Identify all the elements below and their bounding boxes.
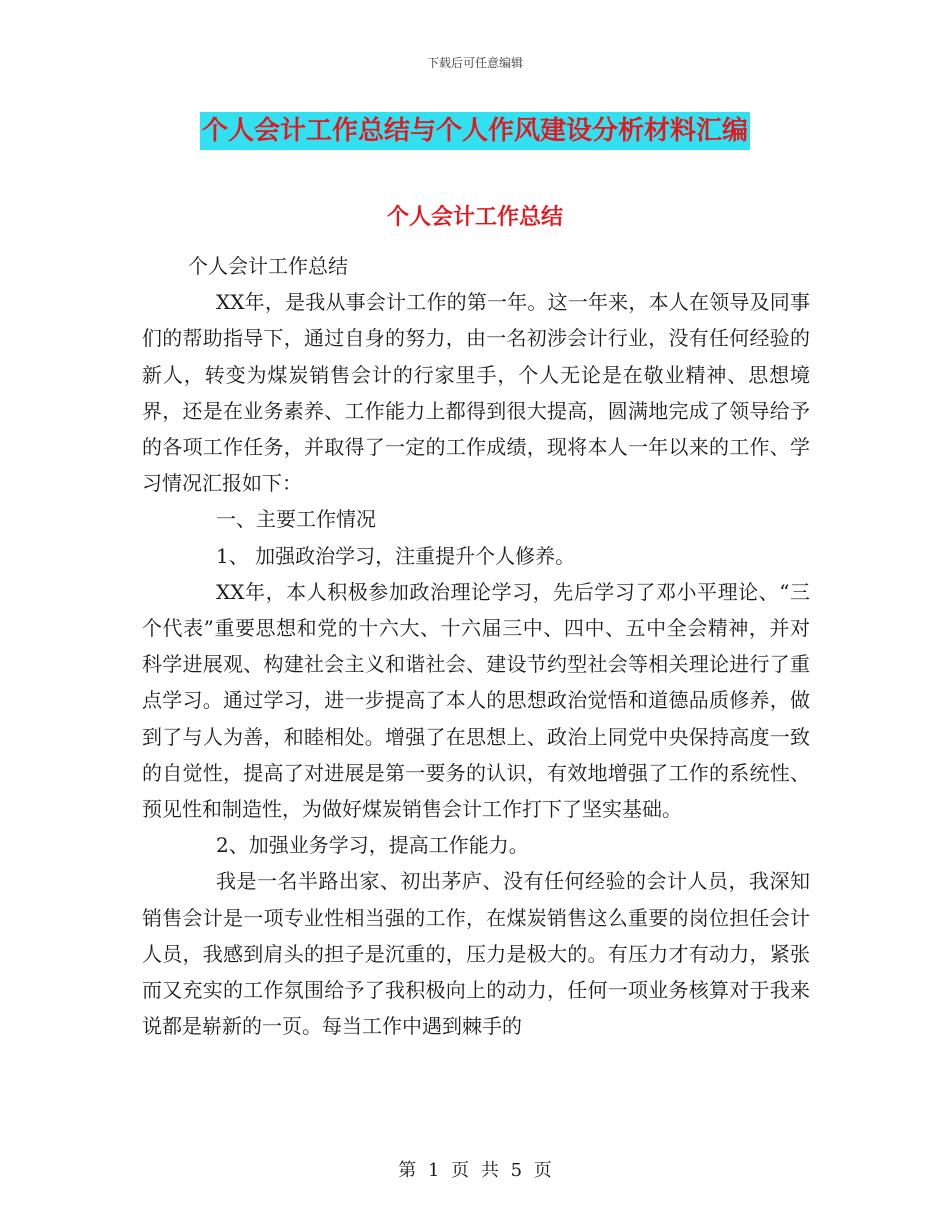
main-title-container	[0, 112, 950, 150]
section-title: 个人会计工作总结	[386, 204, 563, 230]
document-body	[142, 248, 810, 1044]
paragraph-heading-business-study: 2、加强业务学习，提高工作能力。	[216, 833, 529, 858]
paragraph-political-study: XX年，本人积极参加政治理论学习，先后学习了邓小平理论、“三个代表”重要思想和党的十六大、十六届三中、四中、五中全会精神，并对科学进展观、构建社会主义和谐社会、建设节约型社会等相关理论进行了重点学习。通过学习，进一步提高了本人的思想政治觉悟和道德品质修养，做到了与人为善，和睦相处。增强了在思想上、政治上同党中央保持高度一致的自觉性，提高了对进展是第一要务的认识，有效地增强了工作的系统性、预见性和制造性，为做好煤炭销售会计工作打下了坚实基础。	[142, 579, 810, 822]
page-footer: 第 1 页 共 5 页	[398, 1160, 552, 1181]
paragraph-intro: XX年，是我从事会计工作的第一年。这一年来，本人在领导及同事们的帮助指导下，通过自身的努力，由一名初涉会计行业，没有任何经验的新人，转变为煤炭销售会计的行家里手，个人无论是在敬业精神、思想境界，还是在业务素养、工作能力上都得到很大提高，圆满地完成了领导给予的各项工作任务，并取得了一定的工作成绩，现将本人一年以来的工作、学习情况汇报如下：	[142, 290, 810, 496]
paragraph-business-study: 我是一名半路出家、初出茅庐、没有任何经验的会计人员，我深知销售会计是一项专业性相当强的工作，在煤炭销售这么重要的岗位担任会计人员，我感到肩头的担子是沉重的，压力是极大的。有压力才有动力，紧张而又充实的工作氛围给予了我积极向上的动力，任何一项业务核算对于我来说都是崭新的一页。每当工作中遇到棘手的	[142, 869, 810, 1039]
paragraph-subtitle: 个人会计工作总结	[188, 254, 348, 278]
header-note: 下载后可任意编辑	[426, 56, 523, 70]
main-title: 个人会计工作总结与个人作风建设分析材料汇编	[200, 112, 750, 150]
paragraph-heading-political-study: 1、 加强政治学习，注重提升个人修养。	[216, 543, 576, 568]
paragraph-heading-main-work: 一、主要工作情况	[216, 507, 376, 532]
